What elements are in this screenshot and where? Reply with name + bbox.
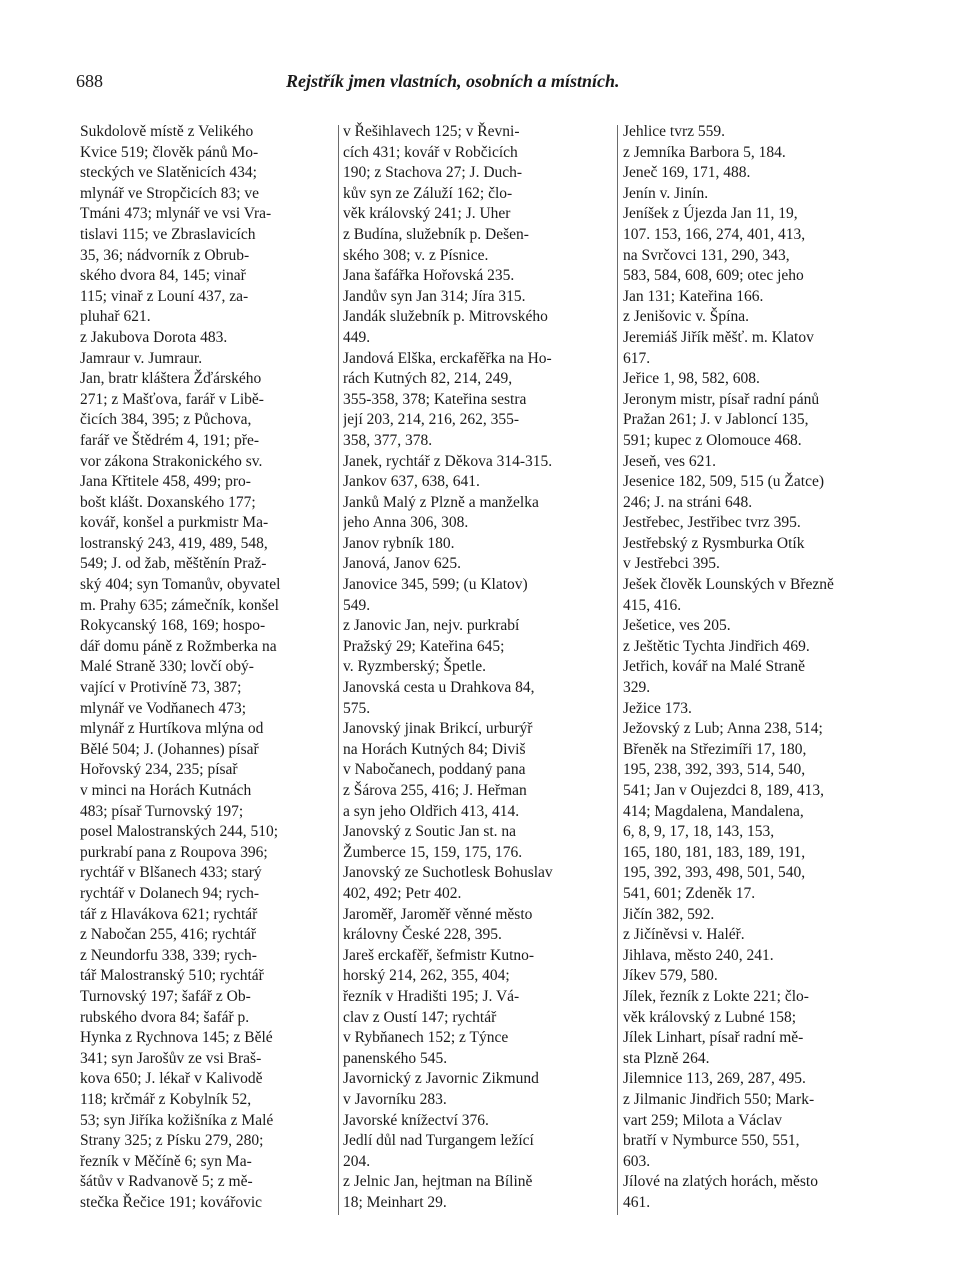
index-line: 402, 492; Petr 402.: [343, 884, 462, 902]
index-line: kova 650; J. lékař v Kalivodě: [80, 1070, 263, 1088]
index-line: pluhař 621.: [80, 308, 151, 326]
index-line: Jestřebec, Jestřibec tvrz 395.: [623, 514, 801, 532]
index-line: 541, 601; Zdeněk 17.: [623, 884, 756, 902]
index-line: vart 259; Milota a Václav: [623, 1111, 782, 1129]
index-line: rubského dvora 84; šafář p.: [80, 1008, 250, 1026]
index-line: 583, 584, 608, 609; otec jeho: [623, 267, 804, 285]
index-line: Jan, bratr kláštera Žďárského: [80, 370, 262, 388]
index-line: m. Prahy 635; zámečník, konšel: [80, 596, 279, 614]
index-line: 591; kupec z Olomouce 468.: [623, 431, 802, 449]
index-line: Janovský ze Suchotlesk Bohuslav: [343, 864, 553, 882]
index-line: Bělé 504; J. (Johannes) písař: [80, 740, 259, 758]
index-line: a syn jeho Oldřich 413, 414.: [343, 802, 520, 820]
index-line: Strany 325; z Písku 279, 280;: [80, 1132, 264, 1150]
index-line: v Rybňanech 152; z Týnce: [343, 1029, 509, 1047]
index-line: 271; z Mašťova, farář v Libě-: [80, 390, 264, 408]
index-line: Jíkev 579, 580.: [623, 967, 718, 985]
index-line: mlynář ve Vodňanech 473;: [80, 699, 247, 717]
index-line: Janovice 345, 599; (u Klatov): [343, 576, 528, 594]
index-column-2: [343, 122, 613, 1213]
index-line: bošt klášt. Doxanského 177;: [80, 493, 256, 511]
column-divider: [617, 125, 618, 1215]
index-line: v. Ryzmberský; Špetle.: [343, 658, 487, 676]
index-line: sta Plzně 264.: [623, 1049, 710, 1067]
index-column-1: [80, 122, 335, 1213]
index-line: Břeněk na Střezimíři 17, 180,: [623, 740, 807, 758]
index-line: panenského 545.: [343, 1049, 448, 1067]
index-line: Jičín 382, 592.: [623, 905, 715, 923]
index-line: Janků Malý z Plzně a manželka: [343, 493, 539, 511]
index-line: Malé Straně 330; lovčí obý-: [80, 658, 254, 676]
index-line: Ješek člověk Lounských v Březně: [623, 576, 834, 594]
index-line: 575.: [343, 699, 371, 717]
index-line: Janovský z Soutic Jan st. na: [343, 823, 517, 841]
index-line: Jihlava, město 240, 241.: [623, 946, 774, 964]
index-line: bratří v Nymburce 550, 551,: [623, 1132, 800, 1150]
index-line: 53; syn Jiříka kožišníka z Malé: [80, 1111, 274, 1129]
index-line: Jamraur v. Jumraur.: [80, 349, 203, 367]
index-line: Jehlice tvrz 559.: [623, 123, 726, 140]
index-line: Žumberce 15, 159, 175, 176.: [343, 843, 523, 861]
index-line: královny České 228, 395.: [343, 926, 502, 944]
index-line: Jeníšek z Újezda Jan 11, 19,: [623, 205, 798, 223]
index-line: v Nabočanech, poddaný pana: [343, 761, 526, 779]
index-line: Jeseň, ves 621.: [623, 452, 716, 470]
index-line: vor zákona Strakonického sv.: [80, 452, 263, 470]
index-line: Sukdolově místě z Velikého: [80, 123, 254, 140]
index-line: Jenín v. Jinín.: [623, 184, 709, 202]
index-line: Jareš erckafěř, šefmistr Kutno-: [343, 946, 535, 964]
index-line: Jeneč 169, 171, 488.: [623, 164, 751, 182]
index-line: v minci na Horách Kutnách: [80, 782, 252, 799]
index-line: clav z Oustí 147; rychtář: [343, 1008, 497, 1026]
index-line: z Šárova 255, 416; J. Heřman: [343, 782, 527, 799]
index-line: 204.: [343, 1152, 371, 1170]
index-line: Janová, Janov 625.: [343, 555, 461, 573]
index-line: Jeřice 1, 98, 582, 608.: [623, 370, 760, 388]
index-line: v Javorníku 283.: [343, 1090, 447, 1108]
index-line: Jandová Elška, erckafěřka na Ho-: [343, 349, 552, 367]
index-line: tář Malostranský 510; rychtář: [80, 967, 264, 985]
index-line: Kvice 519; člověk pánů Mo-: [80, 143, 259, 161]
index-line: Janovská cesta u Drahkova 84,: [343, 679, 535, 697]
index-line: 195, 392, 393, 498, 501, 540,: [623, 864, 806, 882]
index-line: cích 431; kovář v Robčicích: [343, 143, 518, 161]
index-line: 549.: [343, 596, 371, 614]
index-line: z Nabočan 255, 416; rychtář: [80, 926, 257, 944]
index-line: Ješetice, ves 205.: [623, 617, 731, 635]
index-line: věk královský z Lubné 158;: [623, 1008, 797, 1026]
index-line: 617.: [623, 349, 651, 367]
index-line: 358, 377, 378.: [343, 431, 433, 449]
page-header: [76, 70, 896, 96]
index-line: ského 308; v. z Písnice.: [343, 246, 489, 264]
index-line: Rokycanský 168, 169; hospo-: [80, 617, 266, 635]
index-line: čicích 384, 395; z Půchova,: [80, 411, 252, 429]
index-line: mlynář z Hurtíkova mlýna od: [80, 720, 264, 738]
index-line: z Ještětic Tychta Jindřich 469.: [623, 637, 810, 655]
index-line: rychtář v Blšanech 433; starý: [80, 864, 262, 882]
index-line: 195, 238, 392, 393, 514, 540,: [623, 761, 806, 779]
index-line: 165, 180, 181, 183, 189, 191,: [623, 843, 806, 861]
page-number: 688: [76, 71, 103, 91]
index-line: 341; syn Jarošův ze vsi Braš-: [80, 1049, 262, 1067]
index-line: Jilemnice 113, 269, 287, 495.: [623, 1070, 806, 1088]
index-line: 115; vinař z Louní 437, za-: [80, 287, 249, 305]
index-line: Jan 131; Kateřina 166.: [623, 287, 764, 305]
index-line: tislavi 115; ve Zbraslavicích: [80, 225, 256, 243]
index-line: 118; krčmář z Kobylník 52,: [80, 1090, 252, 1108]
index-line: na Horách Kutných 84; Diviš: [343, 740, 526, 758]
index-line: Jaroměř, Jaroměř věnné město: [343, 905, 533, 923]
index-line: Jetřich, kovář na Malé Straně: [623, 658, 806, 676]
index-line: horský 214, 262, 355, 404;: [343, 967, 510, 985]
index-line: 461.: [623, 1193, 651, 1211]
index-line: farář ve Štědrém 4, 191; pře-: [80, 431, 260, 449]
index-line: Janov rybník 180.: [343, 534, 455, 552]
index-line: řezník v Měčíně 6; syn Ma-: [80, 1152, 252, 1170]
index-line: Hořovský 234, 235; písař: [80, 761, 238, 779]
index-line: Turnovský 197; šafář z Ob-: [80, 987, 251, 1005]
index-line: Jeronym mistr, písař radní pánů: [623, 390, 820, 408]
index-line: 415, 416.: [623, 596, 682, 614]
index-line: 541; Jan v Oujezdci 8, 189, 413,: [623, 782, 825, 799]
index-line: 190; z Stachova 27; J. Duch-: [343, 164, 523, 182]
index-line: Jankov 637, 638, 641.: [343, 473, 480, 491]
column-divider: [338, 125, 339, 1215]
index-line: Jedlí důl nad Turgangem ležící: [343, 1132, 534, 1150]
index-line: v Jestřebci 395.: [623, 555, 720, 573]
index-line: 549; J. od žab, měštěnín Praž-: [80, 555, 267, 573]
running-head: Rejstřík jmen vlastních, osobních a místních.: [286, 71, 620, 91]
index-line: řezník v Hradišti 195; J. Vá-: [343, 987, 520, 1005]
index-line: 35, 36; nádvorník z Obrub-: [80, 246, 250, 264]
index-line: lostranský 243, 419, 489, 548,: [80, 534, 268, 552]
index-line: Ježovský z Lub; Anna 238, 514;: [623, 720, 823, 738]
index-line: z Budína, služebník p. Dešen-: [343, 225, 529, 243]
index-line: 603.: [623, 1152, 651, 1170]
index-line: Jílek, řezník z Lokte 221; člo-: [623, 987, 809, 1005]
index-line: Javorské knížectví 376.: [343, 1111, 489, 1129]
index-line: kovář, konšel a purkmistr Ma-: [80, 514, 269, 532]
index-line: z Jemníka Barbora 5, 184.: [623, 143, 786, 161]
index-line: 483; písař Turnovský 197;: [80, 802, 244, 820]
index-line: 18; Meinhart 29.: [343, 1193, 447, 1211]
index-line: steckých ve Slatěnicích 434;: [80, 164, 257, 182]
index-line: vající v Protivíně 73, 387;: [80, 679, 242, 697]
index-line: Pražský 29; Kateřina 645;: [343, 637, 505, 655]
index-line: 329.: [623, 679, 651, 697]
index-line: Janek, rychtář z Děkova 314-315.: [343, 452, 553, 470]
index-line: rychtář v Dolanech 94; rych-: [80, 884, 260, 902]
index-line: 355-358, 378; Kateřina sestra: [343, 390, 527, 408]
index-line: Tmáni 473; mlynář ve vsi Vra-: [80, 205, 272, 223]
index-line: 6, 8, 9, 17, 18, 143, 153,: [623, 823, 775, 841]
index-line: v Řešihlavech 125; v Řevni-: [343, 123, 520, 140]
index-line: Jandák služebník p. Mitrovského: [343, 308, 548, 326]
index-line: Jana šafářka Hořovská 235.: [343, 267, 515, 285]
index-line: rách Kutných 82, 214, 249,: [343, 370, 513, 388]
index-line: 449.: [343, 328, 371, 346]
index-line: Jeremiáš Jiřík měšť. m. Klatov: [623, 328, 814, 346]
index-line: její 203, 214, 216, 262, 355-: [343, 411, 520, 429]
index-line: posel Malostranských 244, 510;: [80, 823, 279, 841]
index-line: Janovský jinak Brikcí, urburýř: [343, 720, 533, 738]
index-line: z Jenišovic v. Špína.: [623, 308, 749, 326]
index-line: 107. 153, 166, 274, 401, 413,: [623, 225, 806, 243]
index-line: tář z Hlavákova 621; rychtář: [80, 905, 258, 923]
index-line: Hynka z Rychnova 145; z Bělé: [80, 1029, 273, 1047]
index-line: z Jičíněvsi v. Haléř.: [623, 926, 745, 944]
index-line: Jana Křtitele 458, 499; pro-: [80, 473, 251, 491]
index-line: stečka Řečice 191; kovářovic: [80, 1193, 263, 1211]
index-line: z Jelnic Jan, hejtman na Bílině: [343, 1173, 533, 1191]
index-line: dář domu páně z Rožmberka na: [80, 637, 277, 655]
index-line: Javornický z Javornic Zikmund: [343, 1070, 539, 1088]
index-line: z Jakubova Dorota 483.: [80, 328, 228, 346]
index-line: 246; J. na stráni 648.: [623, 493, 753, 511]
index-line: z Neundorfu 338, 339; rych-: [80, 946, 257, 964]
index-line: Jílek Linhart, písař radní mě-: [623, 1029, 804, 1047]
index-line: Jestřebský z Rysmburka Otík: [623, 534, 805, 552]
index-line: ského dvora 84, 145; vinař: [80, 267, 246, 285]
index-line: Ježice 173.: [623, 699, 692, 717]
index-line: Jandův syn Jan 314; Jíra 315.: [343, 287, 526, 305]
index-line: ský 404; syn Tomanův, obyvatel: [80, 576, 281, 594]
index-column-3: [623, 122, 903, 1213]
index-line: na Svrčovci 131, 290, 343,: [623, 246, 790, 264]
index-line: 414; Magdalena, Mandalena,: [623, 802, 804, 820]
index-line: z Janovic Jan, nejv. purkrabí: [343, 617, 520, 635]
index-line: kův syn ze Záluží 162; člo-: [343, 184, 513, 202]
index-line: mlynář ve Stropčicích 83; ve: [80, 184, 260, 202]
index-line: Pražan 261; J. v Jabloncí 135,: [623, 411, 809, 429]
index-line: z Jilmanic Jindřich 550; Mark-: [623, 1090, 815, 1108]
index-line: purkrabí pana z Roupova 396;: [80, 843, 268, 861]
index-line: věk královský 241; J. Uher: [343, 205, 511, 223]
index-line: šátův v Radvanově 5; z mě-: [80, 1173, 253, 1191]
index-line: Jesenice 182, 509, 515 (u Žatce): [623, 473, 825, 491]
index-line: Jílové na zlatých horách, město: [623, 1173, 818, 1191]
index-line: jeho Anna 306, 308.: [343, 514, 469, 532]
